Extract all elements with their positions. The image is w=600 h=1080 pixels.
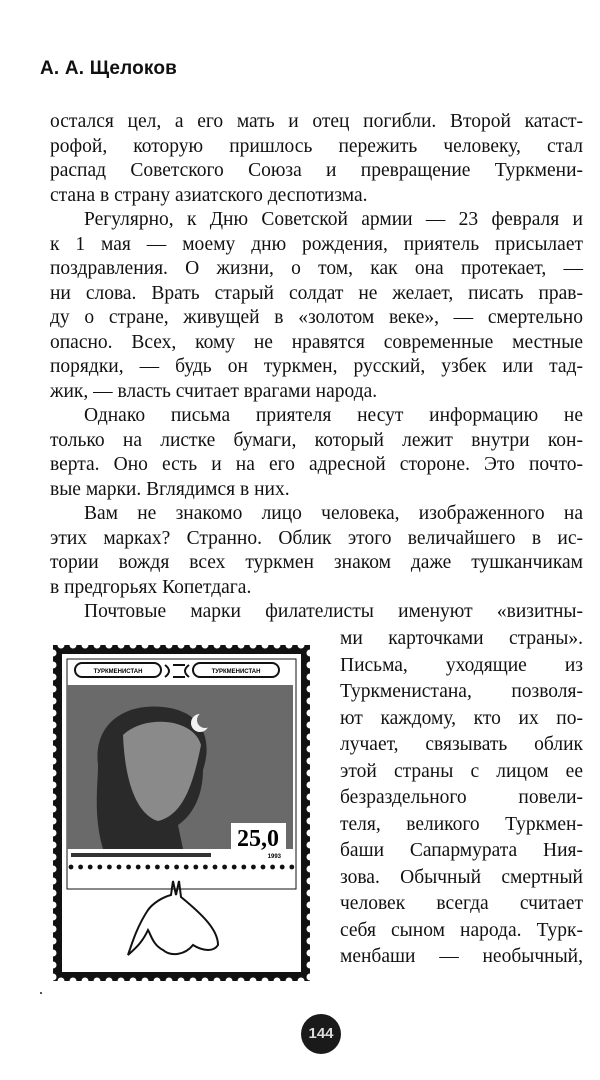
separator-dot [193,865,198,870]
separator-dot [241,865,246,870]
text-line: этой страны с лицом ее [340,760,583,782]
text-line: баши Сапармурата Ния- [340,840,583,861]
separator-dot [203,865,208,870]
text-line: Почтовые марки филателисты именуют «визитны- [84,601,583,622]
separator-dot [261,865,266,870]
svg-text:25,0: 25,0 [237,826,279,852]
text-line: менбаши — необычный, [340,946,583,967]
postage-stamp-image [53,645,310,981]
scan-speck [40,992,42,994]
text-line: Вам не знакомо лицо человека, изображенного на [84,503,583,524]
text-line: Письма, уходящие из [340,654,583,676]
text-line: ми карточками страны». [340,628,583,649]
svg-text:1993: 1993 [267,854,281,860]
running-header-author: А. А. Щелоков [40,58,178,79]
text-line: Однако письма приятеля несут информацию не [84,405,583,426]
text-line: Регулярно, к Дню Советской армии — 23 февраля и [84,209,583,230]
text-line: опасно. Всех, кому не нравятся современные местные [50,331,583,353]
text-line: остался цел, а его мать и отец погибли. Второй катаст- [50,111,583,132]
text-line: зова. Обычный смертный [340,866,583,888]
separator-dot [78,865,83,870]
text-line: безраздельного повели- [340,787,583,808]
text-line: распад Советского Союза и превращение Туркмени- [50,160,583,181]
text-line: поздравления. О жизни, о том, как она протекает, — [50,258,583,279]
separator-dot [155,865,160,870]
separator-dot [97,865,102,870]
separator-dot [136,865,141,870]
separator-dot [251,865,256,870]
separator-dot [88,865,93,870]
text-line: рофой, которую пришлось пережить человеку, стал [50,135,583,157]
separator-dot [213,865,218,870]
separator-dot [107,865,112,870]
separator-dot [289,865,294,870]
separator-dot [280,865,285,870]
separator-dot [126,865,131,870]
text-line: в предгорьях Копетдага. [50,576,252,598]
main-text-column [50,110,583,625]
separator-dot [165,865,170,870]
text-line: лучает, связывать облик [340,734,583,755]
text-line: Туркменистана, позволя- [340,681,583,702]
text-line: верта. Оно есть и на его адресной стороне. Это почто- [50,454,583,475]
separator-dot [184,865,189,870]
svg-text:ТУРКМЕНИСТАН: ТУРКМЕНИСТАН [93,669,143,675]
separator-dot [222,865,227,870]
text-line: жик, — власть считает врагами народа. [50,380,378,402]
text-line: стана в страну азиатского деспотизма. [50,184,368,206]
text-line: только на листке бумаги, который лежит внутри кон- [50,429,583,451]
separator-dot [174,865,179,870]
text-line: ют каждому, кто их по- [340,707,583,729]
text-line: вые марки. Вглядимся в них. [50,478,290,500]
page-number: 144 [301,1014,341,1054]
text-line: теля, великого Туркмен- [340,813,583,835]
text-line: порядки, — будь он туркмен, русский, узбек или тад- [50,356,583,377]
separator-dot [117,865,122,870]
text-line: ду о стране, живущей в «золотом веке», — смертельно [50,307,583,328]
separator-dot [270,865,275,870]
separator-dot [69,865,74,870]
text-line: этих марках? Странно. Облик этого величайшего в ис- [50,527,583,549]
text-line: человек всегда считает [340,893,583,914]
text-line: к 1 мая — моему дню рождения, приятель присылает [50,233,583,255]
text-line: себя сыном народа. Турк- [340,919,583,941]
side-text-column [340,626,583,971]
separator-dot [232,865,237,870]
svg-text:ТУРКМЕНИСТАН: ТУРКМЕНИСТАН [211,669,261,675]
stamp-caption [71,853,211,857]
text-line: тории вождя всех туркмен знаком даже тушканчикам [50,552,583,573]
separator-dot [145,865,150,870]
text-line: ни слова. Врать старый солдат не желает, писать прав- [50,282,583,304]
